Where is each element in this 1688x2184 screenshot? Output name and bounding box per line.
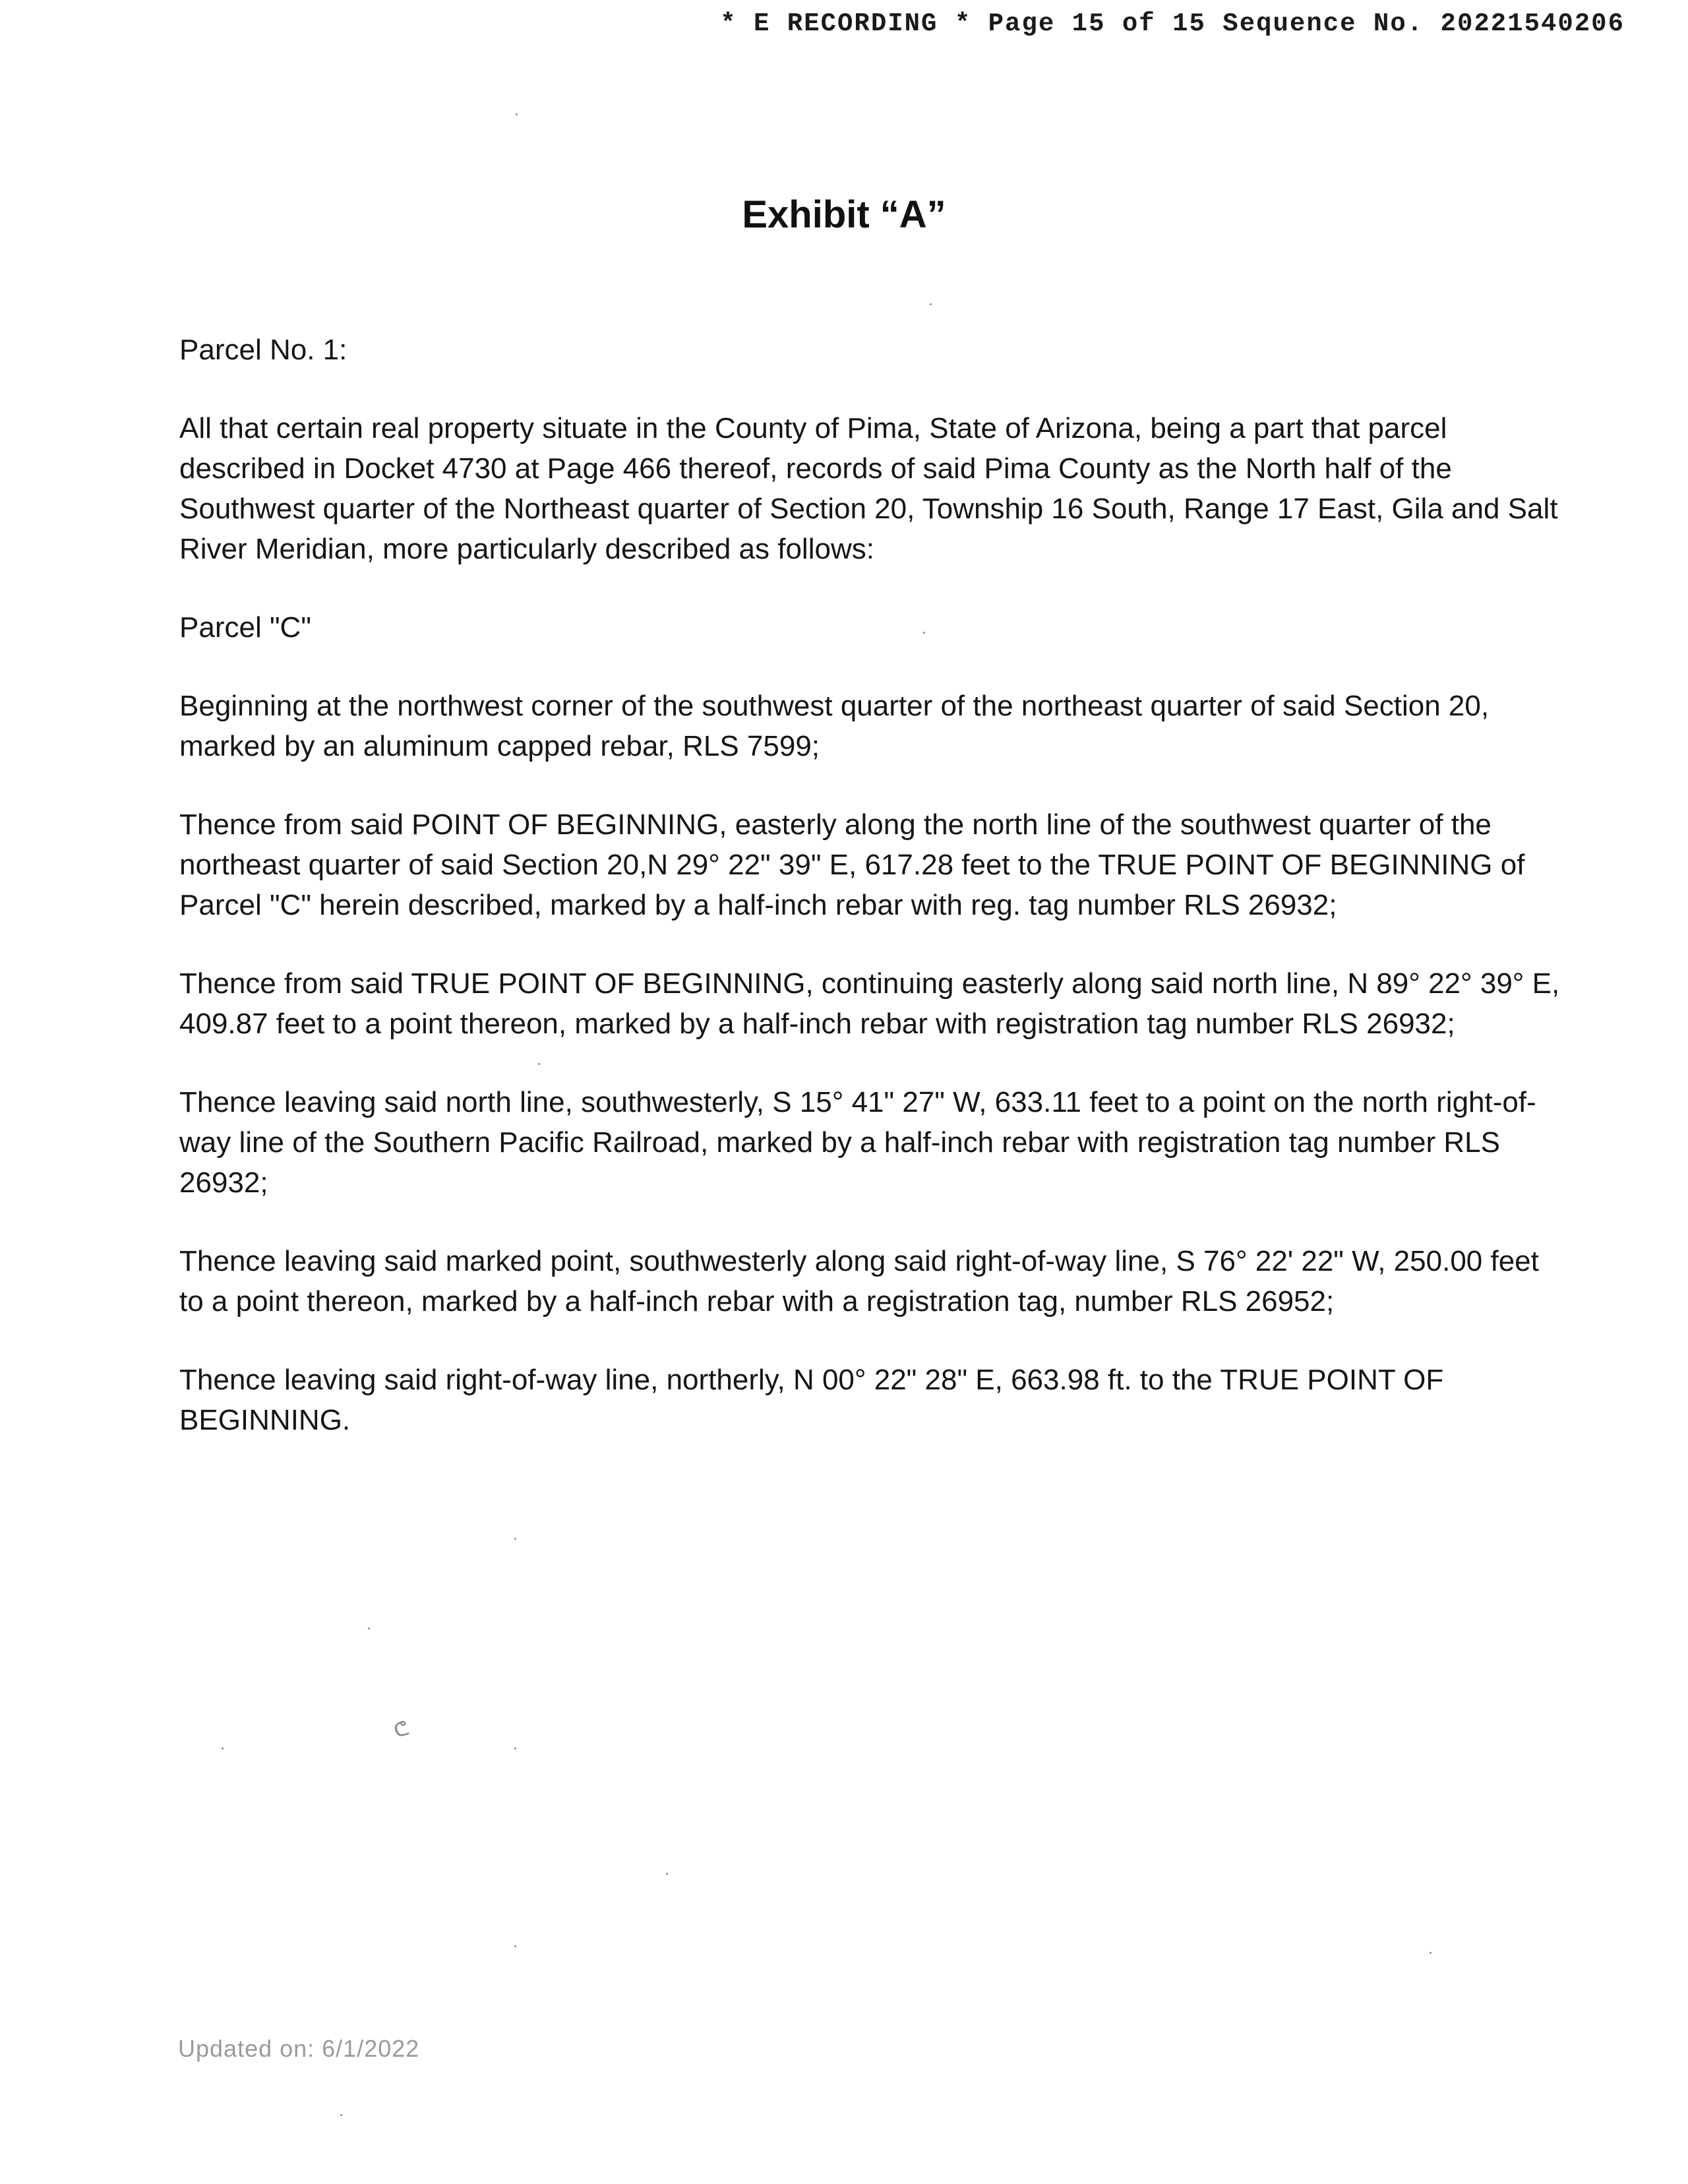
course-paragraph-4: Thence leaving said marked point, southwesterly along said right-of-way line, S 76° 22' 22" W, 250.00 feet to a point thereon, marked by a half-inch rebar with a registration tag, number RLS 26952; bbox=[179, 1245, 1539, 1318]
recording-header: * E RECORDING * Page 15 of 15 Sequence No. 20221540206 bbox=[720, 9, 1625, 38]
exhibit-title: Exhibit “A” bbox=[742, 193, 946, 236]
scan-speck bbox=[923, 632, 925, 634]
parcel-number-heading: Parcel No. 1: bbox=[179, 334, 347, 366]
scan-speck bbox=[368, 1627, 370, 1629]
scan-speck bbox=[222, 1747, 224, 1749]
scan-speck bbox=[1430, 1952, 1432, 1954]
scan-speck bbox=[340, 2114, 342, 2116]
scan-speck bbox=[666, 1873, 668, 1875]
updated-date-note: Updated on: 6/1/2022 bbox=[178, 2035, 420, 2062]
parcel-c-heading: Parcel "C" bbox=[179, 611, 311, 644]
course-paragraph-1: Thence from said POINT OF BEGINNING, easterly along the north line of the southwest quarter of the northeast quarter of said Section 20,N 29° 22" 39" E, 617.28 feet to the TRUE POINT OF BEGINNING of Parcel "C" herein described, marked by a half-inch rebar with reg. tag number RLS 26932; bbox=[179, 808, 1525, 921]
scan-smudge-mark: ᕦ bbox=[390, 1716, 413, 1744]
course-paragraph-2: Thence from said TRUE POINT OF BEGINNING, continuing easterly along said north line, N 89° 22° 39° E, 409.87 feet to a point thereon, marked by a half-inch rebar with registration tag number RLS 26932; bbox=[179, 967, 1560, 1040]
scan-speck bbox=[514, 1945, 516, 1947]
legal-description bbox=[179, 330, 1564, 1478]
scan-speck bbox=[930, 303, 932, 305]
property-description-paragraph: All that certain real property situate in the County of Pima, State of Arizona, being a part that parcel described in Docket 4730 at Page 466 thereof, records of said Pima County as the North half of the Southwest quarter of the Northeast quarter of Section 20, Township 16 South, Range 17 East, Gila and Salt River Meridian, more particularly described as follows: bbox=[179, 412, 1558, 565]
scan-speck bbox=[514, 1747, 516, 1749]
course-paragraph-5: Thence leaving said right-of-way line, northerly, N 00° 22" 28" E, 663.98 ft. to the TRUE POINT OF BEGINNING. bbox=[179, 1364, 1444, 1436]
scan-speck bbox=[514, 1538, 516, 1540]
beginning-paragraph: Beginning at the northwest corner of the southwest quarter of the northeast quarter of said Section 20, marked by an aluminum capped rebar, RLS 7599; bbox=[179, 690, 1490, 762]
course-paragraph-3: Thence leaving said north line, southwesterly, S 15° 41" 27" W, 633.11 feet to a point on the north right-of-way line of the Southern Pacific Railroad, marked by a half-inch rebar with registration tag number RLS 26932; bbox=[179, 1086, 1536, 1199]
scan-speck bbox=[516, 113, 518, 115]
scan-speck bbox=[538, 1063, 540, 1065]
